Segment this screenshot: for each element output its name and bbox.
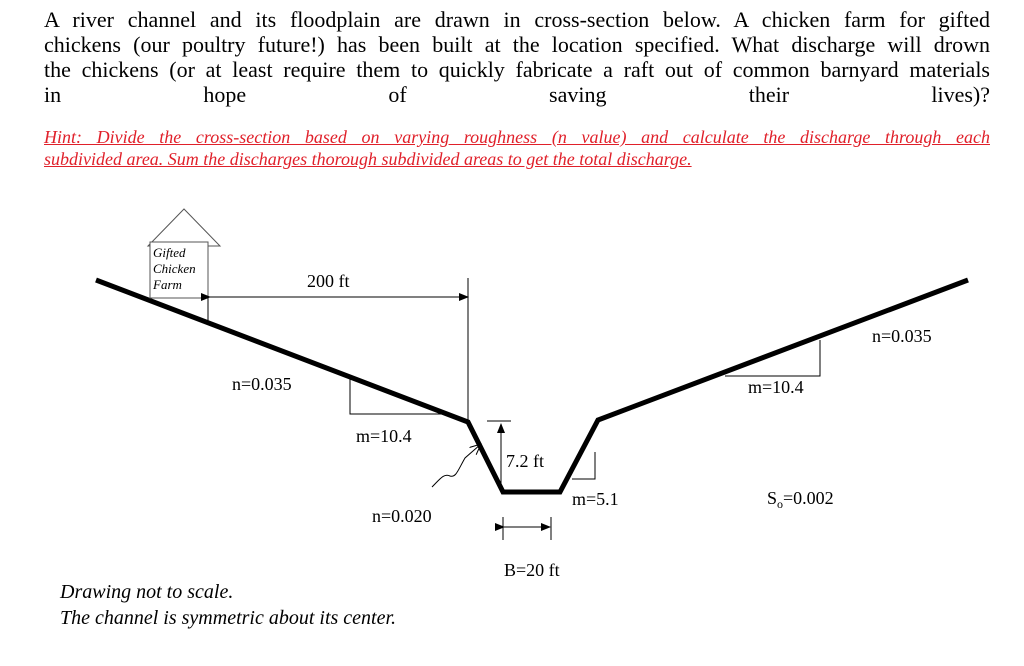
hint-line-2: subdivided area. Sum the discharges thorough subdivided areas to get the total discharge. [44,149,692,169]
right-slope-triangle [725,340,820,376]
farm-label-1: Gifted [153,245,186,260]
question-line-2: chickens (our poultry future!) has been built at the location specified. What discharge will drown [44,32,990,57]
slope-label: $S_o=0.002$ [767,488,834,511]
question-line-3: the chickens (or at least require them to quickly fabricate a raft out of common barnyard materials [44,57,990,82]
channel-n-pointer [432,444,481,487]
base-label: B=20 ft [504,560,560,580]
channel-m-label: m=5.1 [572,489,619,509]
question-line-4: in hope of saving their lives)? [44,82,990,107]
distance-label: 200 ft [307,271,350,291]
depth-label: 7.2 ft [506,451,544,471]
left-m-label: m=10.4 [356,426,412,446]
note-symmetric: The channel is symmetric about its center. [60,607,397,629]
note-not-to-scale: Drawing not to scale. [60,581,234,603]
farm-label-3: Farm [153,277,182,292]
right-n-label: n=0.035 [872,326,932,346]
farm-label-2: Chicken [153,261,196,276]
channel-n-label: n=0.020 [372,506,432,526]
left-n-label: n=0.035 [232,374,292,394]
right-m-label: m=10.4 [748,377,804,397]
hint-line-1: Hint: Divide the cross-section based on varying roughness (n value) and calculate the discharge through each [44,127,990,147]
chicken-farm-icon [148,209,220,298]
question-line-1: A river channel and its floodplain are drawn in cross-section below. A chicken farm for gifted [44,7,990,32]
